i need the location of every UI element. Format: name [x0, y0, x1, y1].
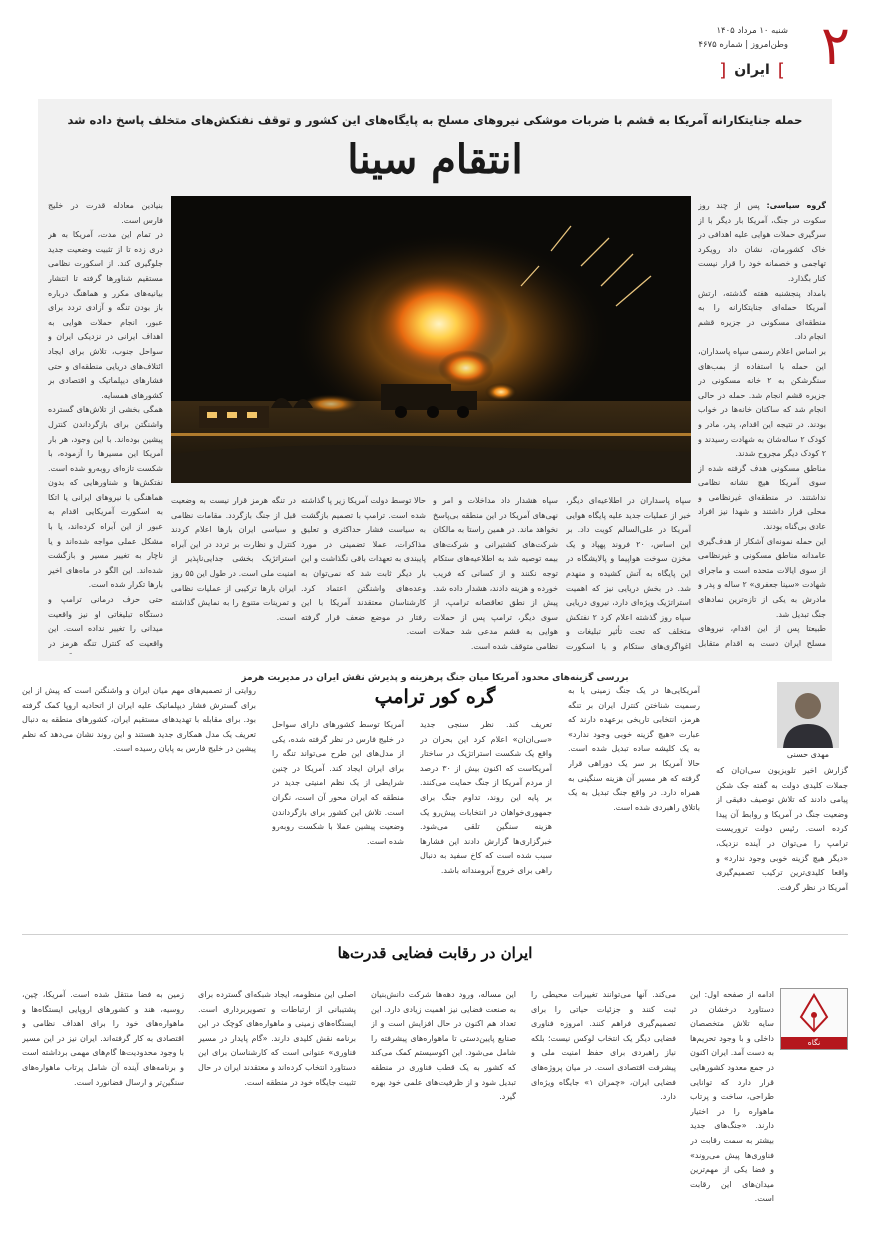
byline-group: گروه سیاسی: — [766, 201, 826, 210]
paragraph: بر اساس اعلام رسمی سپاه پاسداران، این حمله با استفاده از بمب‌های سنگرشکن به ۲ خانه مسکونی در جزیره قشم انجام شد. حمله در حالی انجام شد که ساکنان خانه‌ها در خواب بودند. در نتیجه این اقدام، پدر، مادر و کودک ۲ ساله‌شان به شهادت رسیدند و ۲ کودک دیگر مجروح شدند. — [698, 346, 826, 459]
author-name: مهدی حسنی — [786, 750, 830, 759]
section-label — [716, 58, 788, 82]
top-story — [38, 99, 832, 661]
top-story-col-mid-2: سپاه هشدار داد مداخلات و امر و نهی‌های آمریکا در این منطقه بی‌پاسخ نخواهد ماند. در همین راستا به مالکان شرکت‌های کشتیرانی و شرکت‌های بیمه توصیه شد به اطلاعیه‌های ستکام توجه نکنند و از کسانی که فریب خورده و هزینه دادند، هشدار داده شد. پیش از نطق تعاقصانه ترامپ، از سوی دیگر، ترامپ پس از حملات هوایی به قشم مدعی شد حملات نظامی متوقف شده است. — [433, 496, 558, 651]
paragraph: بنیادین معادله قدرت در خلیج فارس است. — [48, 201, 163, 225]
space-race-article — [22, 944, 848, 1236]
paragraph: طبیعتا پس از این اقدام، نیروهای مسلح ایران دست به اقدام متقابل — [698, 624, 826, 648]
section-divider — [22, 934, 848, 935]
author-box — [774, 682, 842, 762]
bracket-left: [ — [719, 59, 727, 81]
space-col-3: این مساله، ورود دهه‌ها شرکت دانش‌بنیان به صنعت فضایی نیز اهمیت زیادی دارد. این تعداد هم اکنون در حال افزایش است و از صنایع پایین‌دستی تا ماهواره‌های پیشرفته را شامل می‌شود. این اکوسیستم کمک می‌کند که کشور به یک قطب فناوری در منطقه تبدیل شود و از ظرفیت‌های علمی خود بهره گیرد. — [371, 990, 516, 1102]
bracket-right: ] — [777, 59, 785, 81]
paragraph: در تمام این مدت، آمریکا به هر دری زده تا از تثبیت وضعیت جدید جلوگیری کند. از اسکورت نظامی مستقیم شناورها گرفته تا انتشار بیانیه‌های مکرر و هماهنگ درباره باز بودن تنگه و آزادی تردد برای عبور، انجام حملات هوایی به اهداف ایرانی در نزدیکی ایران و سواحل جنوب، تلاش برای ایجاد ائتلاف‌های دریایی منطقه‌ای و حتی فشارهای دیپلماتیک و اقتصادی بر کشورهای همسایه. — [48, 230, 163, 400]
top-story-headline: انتقام سینا — [347, 136, 523, 183]
top-story-col-left — [48, 199, 163, 654]
opinion-badge — [780, 988, 848, 1050]
paragraph: حتی حرف درمانی ترامپ و دستگاه تبلیغاتی او نیز واقعیت میدانی را تغییر نداده است. این واقعیت که کنترل تنگه هرمز در — [48, 595, 163, 648]
paragraph: بامداد پنجشنبه هفته گذشته، ارتش آمریکا حمله‌ای جنایتکارانه را به منطقه‌ای مسکونی در جزیره قشم انجام داد. — [698, 288, 826, 342]
pen-nib-icon — [781, 989, 847, 1037]
analysis-col-4: آمریکا توسط کشورهای دارای سواحل در خلیج فارس در نظر گرفته شده، یکی از مدل‌های این طرح می‌تواند تنگه را برای ایران ایجاد کند. آمریکا در چنین شرایطی از یک نظم امنیتی جدید در منطقه که ایران محور آن است، نگران است. تلاش این کشور برای بازگرداندن وضعیت پیشین عملا با شکست روبه‌رو شده است. — [272, 720, 404, 846]
missile-strike-photo — [171, 196, 691, 483]
section-title: ایران — [734, 62, 770, 78]
paragraph: همگی بخشی از تلاش‌های گسترده واشنگتن برای بازگرداندن کنترل پیشین بوده‌اند. با این وجود، هر بار آمریکا این مسیرها را آزموده، با شکست تازه‌ای روبه‌رو شده است. نفتکش‌ها و شناورهایی که بدون هماهنگی با نیروهای ایرانی یا اتکا به اسکورت آمریکایی اقدام به عبور از این آبراه کرده‌اند، یا با مشکل عملی مواجه شده‌اند و یا ناچار به تغییر مسیر و بازگشت شده‌اند. این الگو در ماه‌های اخیر بارها تکرار شده است. — [48, 405, 163, 590]
top-story-kicker: حمله جنایتکارانه آمریکا به قشم با ضربات موشکی نیروهای مسلح به پایگاه‌های این کشور و توقف نفتکش‌های متخلف پاسخ داده شد — [67, 113, 803, 127]
analysis-kicker: بررسی گزینه‌های محدود آمریکا میان جنگ پرهزینه و پذیرش نقش ایران در مدیریت هرمز — [241, 673, 629, 683]
paragraph: پس از چند روز سکوت در جنگ، آمریکا بار دیگر با از سرگیری حملات هوایی علیه اهدافی در خاک کشورمان، نشان داد رویکرد تهاجمی و خصمانه خود را قرار نیست کنار بگذارد. — [698, 201, 826, 283]
space-col-2: می‌کند. آنها می‌توانند تغییرات محیطی را ثبت کنند و جزئیات حیاتی را برای تصمیم‌گیری فراهم کنند. امروزه فناوری فضایی دیگر یک انتخاب لوکس نیست؛ بلکه نیاز راهبردی برای حفظ امنیت ملی و پیشرفت اقتصادی است. در میان پروژه‌های فضایی ایران، «چمران ۱» جایگاه ویژه‌ای دارد. — [531, 990, 676, 1102]
analysis-headline: گره کور ترامپ — [374, 686, 496, 708]
analysis-article — [22, 672, 848, 922]
person-icon — [777, 682, 839, 748]
top-story-col-mid-4: در تنگه هرمز قرار نیست به وضعیت قبل از جنگ بازگردد. مقامات نظامی و سیاسی ایران بارها اعلام کردند کنترل و نظارت بر تردد در این آبراه استراتژیک بخشی جدایی‌ناپذیر از امنیت ملی است. در طول این ۵۵ روز ایران بارها ترکیبی از عملیات نظامی و تمرینات متنوع را به نمایش گذاشته است. — [171, 496, 296, 622]
paragraph: مناطق مسکونی هدف گرفته شده از سوی آمریکا هیچ نشانه نظامی نداشتند. در منطقه‌ای غیرنظامی و محلی قرار داشتند و شهدا نیز افراد عادی بی‌گناه بودند. — [698, 463, 826, 532]
top-story-col-mid-1: سپاه پاسداران در اطلاعیه‌ای دیگر، خبر از عملیات جدید علیه پایگاه هوایی آمریکا در علی‌السالم کویت داد. بر این اساس، ۲۰ فروند پهپاد و یک مخزن سوخت هواپیما و پالایشگاه در این پایگاه به آتش کشیده و منهدم شد. در بخش دریایی نیز که اهمیت استراتژیک ویژه‌ای دارد، نیروی دریایی سپاه روز گذشته اعلام کرد ۲ نفتکش متخلف که تحت تأثیر تبلیغات و اغواگری‌های ستکام و با اسکورت — [566, 496, 691, 651]
space-headline: ایران در رقابت فضایی قدرت‌ها — [337, 944, 533, 962]
top-story-col-right — [698, 199, 826, 654]
issue-number: وطن‌امروز | شماره ۴۶۷۵ — [698, 40, 788, 50]
analysis-col-1: گزارش اخیر تلویزیون سی‌ان‌ان که جملات کلیدی دولت به گفته جک شکن پیامی دادند که تلاش توصیف دقیقی از وضعیت جنگ در آمریکا و روابط آن پیدا کرده است. رئیس دولت تروریست ترامپ را می‌توان در آینده نزدیک، «دیگر هیچ گزینه خوبی وجود ندارد» و واقعا کلیدی‌ترین ترکیب تصمیم‌گیری آمریکا در نظر گرفت. — [716, 766, 848, 892]
analysis-col-5: روایتی از تصمیم‌های مهم میان ایران و واشنگتن است که پیش از این برای گسترش فشار دیپلماتیک علیه ایران از اتحادیه اروپا کمک گرفته بود. برای مقابله با تهدیدهای مستقیم ایران، کشورهای منطقه به دنبال تعریف یک مدل همکاری جدید هستند و این روند نشان می‌دهد که نظم پیشین در خلیج فارس به پایان رسیده است. — [22, 686, 256, 754]
space-col-4: اصلی این منظومه، ایجاد شبکه‌ای گسترده برای پشتیبانی از ارتباطات و تصویربرداری است. ایستگاه‌های زمینی و ماهواره‌های کوچک در این برنامه نقش کلیدی دارند. «گام پایدار در مسیر فناوری» عنوانی است که کارشناسان برای این دستاورد انتخاب کرده‌اند و معتقدند ایران در حال تثبیت جایگاه خود در منطقه است. — [198, 990, 356, 1087]
paragraph: این حمله نمونه‌ای آشکار از هدف‌گیری عامدانه مناطق مسکونی و غیرنظامی از سوی ایالات متحده است و ماجرای شهادت «سینا جعفری» ۲ ساله و پدر و مادرش به یکی از تازه‌ترین نمادهای جنگ تبدیل شد. — [698, 536, 826, 619]
analysis-col-3: تعریف کند. نظر سنجی جدید «سی‌ان‌ان» اعلام کرد این بحران در واقع یک شکست استراتژیک در ساختار آمریکاست که اکنون بیش از ۳۰ درصد از مردم آمریکا از جنگ حمایت می‌کنند. بر پایه این روند، تداوم جنگ برای جمهوری‌خواهان در انتخابات پیش‌رو یک هزینه سنگین تلقی می‌شود. خبرگزاری‌ها گزارش دادند این فشارها سبب شده است که کاخ سفید به دنبال راهی برای خروج آبرومندانه باشد. — [420, 720, 552, 875]
night-explosion-illustration — [171, 196, 691, 483]
page-number: ۲ — [820, 14, 850, 77]
opinion-tag: نگاه — [781, 1037, 847, 1049]
issue-date: شنبه ۱۰ مرداد ۱۴۰۵ — [716, 26, 788, 36]
author-avatar — [777, 682, 839, 748]
masthead — [20, 10, 850, 85]
top-story-col-mid-3: حالا توسط دولت آمریکا زیر پا گذاشته شده است. ترامپ با تصمیم بازگشت به سیاست فشار حداکثری و تعلیق مذاکرات، عملا تضمینی در مورد پایبندی به تعهدات باقی نگذاشت و این بار دیگر ثابت شد که نمی‌توان به وعده‌های واشنگتن اعتماد کرد. کارشناسان معتقدند آمریکا با این رفتار در موضع ضعف قرار گرفته است. — [301, 496, 426, 637]
space-col-1: ادامه از صفحه اول: این دستاورد درخشان در سایه تلاش متخصصان داخلی و با وجود تحریم‌ها به دست آمد. ایران اکنون در جمع معدود کشورهایی قرار دارد که توانایی طراحی، ساخت و پرتاب ماهواره را در اختیار دارند. «جنگ‌های جدید بیشتر به سمت رقابت در فناوری‌ها پیش می‌روند» و فضا یکی از مهم‌ترین میدان‌های این رقابت است. — [690, 990, 774, 1204]
space-col-5: زمین به فضا منتقل شده است. آمریکا، چین، روسیه، هند و کشورهای اروپایی ایستگاه‌ها و ماهواره‌های خود را برای اهداف نظامی و اقتصادی به کار گرفته‌اند. ایران نیز در این مسیر با وجود محدودیت‌ها گام‌های مهمی برداشته است و برنامه‌های آینده آن شامل پرتاب ماهواره‌های سنگین‌تر و ارسال فضانورد است. — [22, 990, 184, 1087]
analysis-col-2: آمریکایی‌ها در یک جنگ زمینی یا به رسمیت شناختن کنترل ایران بر تنگه هرمز، انتخابی تاریخی برعهده دارند که عبارت «هیچ گزینه خوبی وجود ندارد» به یک کلیشه ساده تبدیل شده است. حالا آمریکا بر سر یک دوراهی قرار گرفته که هر مسیر آن هزینه سنگینی به همراه دارد. در واقع جنگ تبدیل به یک باتلاق راهبردی شده است. — [568, 686, 700, 812]
